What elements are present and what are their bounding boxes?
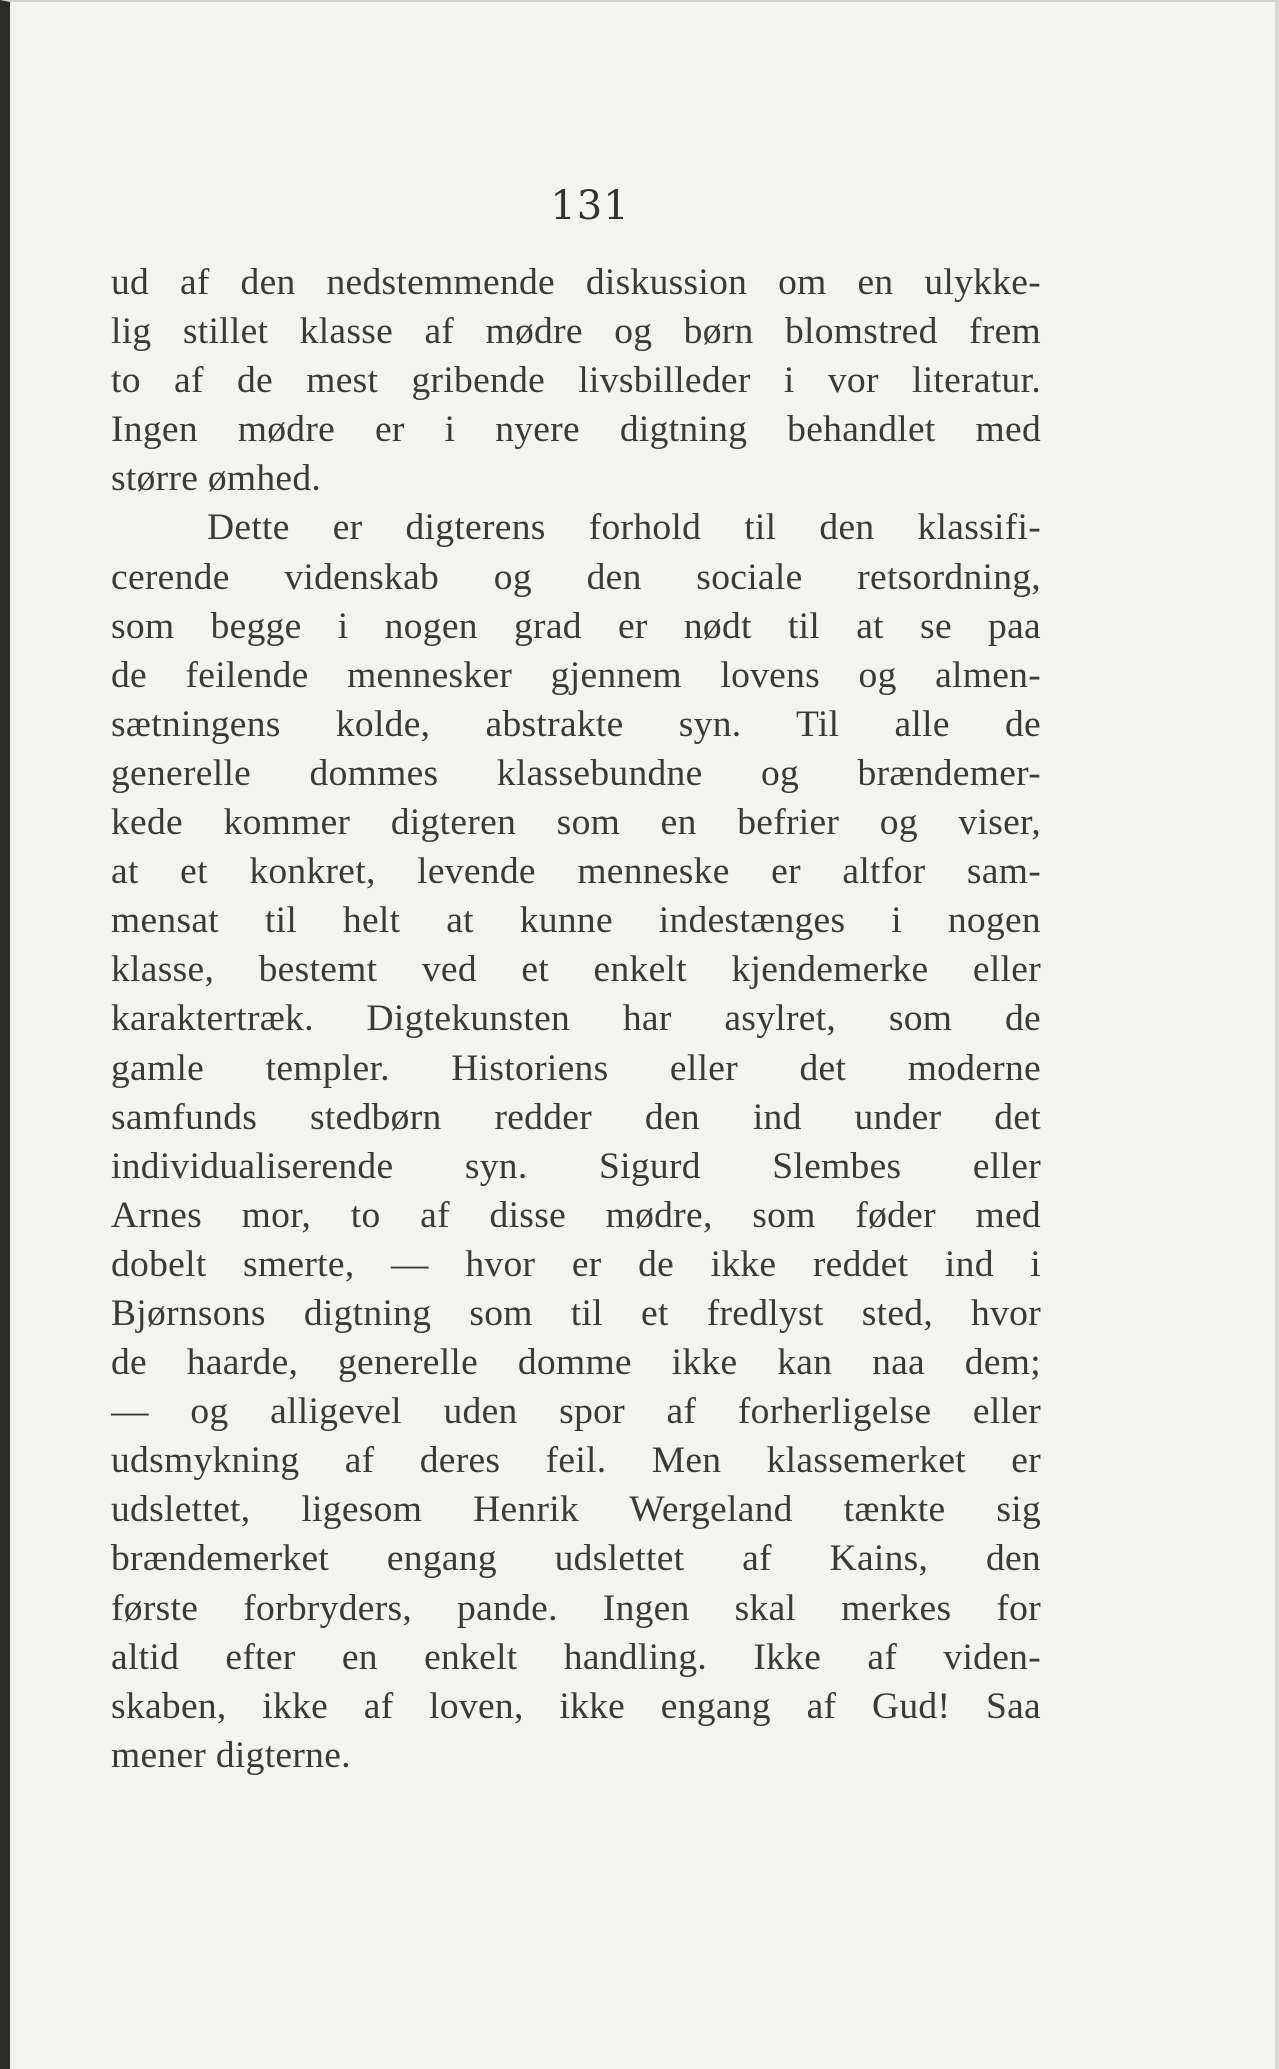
text-line: generelle dommes klassebundne og brændemer-	[111, 752, 1041, 794]
text-line: mensat til helt at kunne indestænges i nogen	[111, 900, 1041, 942]
text-line: cerende videnskab og den sociale retsordning,	[111, 556, 1041, 598]
text-line: Arnes mor, to af disse mødre, som føder med	[111, 1194, 1041, 1236]
text-line: kede kommer digteren som en befrier og viser,	[111, 802, 1041, 844]
text-line: brændemerket engang udslettet af Kains, den	[111, 1538, 1041, 1580]
text-line: sætningens kolde, abstrakte syn. Til alle de	[111, 703, 1041, 745]
text-line: ud af den nedstemmende diskussion om en ulykke-	[111, 262, 1041, 303]
text-line: dobelt smerte, — hvor er de ikke reddet ind i	[111, 1243, 1041, 1285]
text-line: — og alligevel uden spor af forherligelse eller	[111, 1391, 1041, 1433]
text-line: som begge i nogen grad er nødt til at se paa	[111, 605, 1041, 647]
text-line: udslettet, ligesom Henrik Wergeland tænkte sig	[111, 1489, 1041, 1531]
text-line: skaben, ikke af loven, ikke engang af Gud! Saa	[111, 1685, 1041, 1727]
text-line: samfunds stedbørn redder den ind under det	[111, 1096, 1041, 1138]
text-line: mener digterne.	[111, 1734, 351, 1776]
text-line: Dette er digterens forhold til den klassifi-	[207, 507, 1041, 549]
body-text	[111, 258, 1041, 1780]
text-line: karaktertræk. Digtekunsten har asylret, som de	[111, 998, 1041, 1040]
text-line: Bjørnsons digtning som til et fredlyst sted, hvor	[111, 1292, 1041, 1334]
text-line: Ingen mødre er i nyere digtning behandlet med	[111, 409, 1041, 451]
text-line: større ømhed.	[111, 458, 322, 500]
text-line: lig stillet klasse af mødre og børn blomstred frem	[111, 311, 1041, 353]
text-line: individualiserende syn. Sigurd Slembes eller	[111, 1145, 1041, 1187]
page-number: 131	[550, 183, 630, 229]
text-line: klasse, bestemt ved et enkelt kjendemerke eller	[111, 949, 1041, 991]
text-line: to af de mest gribende livsbilleder i vor literatur.	[111, 360, 1041, 402]
text-line: altid efter en enkelt handling. Ikke af viden-	[111, 1636, 1041, 1678]
text-line: gamle templer. Historiens eller det moderne	[111, 1047, 1041, 1089]
text-line: første forbryders, pande. Ingen skal merkes for	[111, 1587, 1041, 1629]
text-line: at et konkret, levende menneske er altfor sam-	[111, 851, 1041, 893]
text-line: udsmykning af deres feil. Men klassemerket er	[111, 1440, 1041, 1482]
text-line: de haarde, generelle domme ikke kan naa dem;	[111, 1342, 1041, 1384]
text-line: de feilende mennesker gjennem lovens og almen-	[111, 654, 1041, 696]
